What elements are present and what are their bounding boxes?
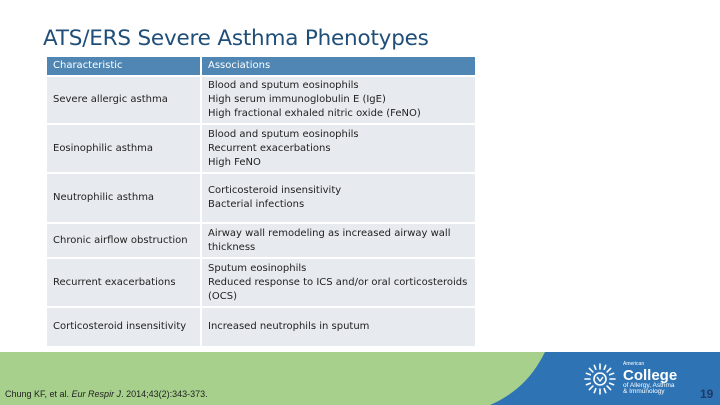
- table-header-row: [47, 57, 475, 75]
- associations-cell: [202, 77, 475, 123]
- associations-cell: [202, 259, 475, 306]
- associations-cell: [202, 174, 475, 222]
- header-associations: Associations: [202, 57, 475, 75]
- phenotypes-table: [47, 57, 475, 348]
- associations-cell: [202, 224, 475, 257]
- citation-details: . 2014;43(2):343-373.: [121, 389, 208, 399]
- logo-line3: & Immunology: [623, 388, 665, 395]
- logo-burst-icon: [583, 362, 617, 396]
- table-row: [47, 259, 475, 306]
- association-line: Airway wall remodeling as increased airway wall thickness: [208, 227, 451, 253]
- association-line: Bacterial infections: [208, 199, 305, 210]
- logo-text: [623, 362, 677, 396]
- citation-authors: Chung KF, et al.: [5, 389, 72, 399]
- characteristic-cell: Severe allergic asthma: [47, 77, 200, 123]
- association-line: High fractional exhaled nitric oxide (FeNO): [208, 108, 421, 119]
- slide-title: ATS/ERS Severe Asthma Phenotypes: [43, 26, 429, 51]
- association-line: Blood and sputum eosinophils: [208, 128, 359, 140]
- characteristic-cell: Recurrent exacerbations: [47, 259, 200, 306]
- associations-cell: [202, 308, 475, 346]
- characteristic-cell: Chronic airflow obstruction: [47, 224, 200, 257]
- association-line: Corticosteroid insensitivity: [208, 185, 342, 196]
- association-line: Blood and sputum eosinophils: [208, 80, 359, 91]
- acaai-logo: [583, 352, 693, 405]
- associations-cell: [202, 125, 475, 172]
- citation-journal: Eur Respir J: [71, 389, 122, 399]
- logo-line2: of Allergy, Asthma: [623, 381, 675, 389]
- page-number: 19: [700, 387, 714, 401]
- association-line: High FeNO: [208, 156, 261, 168]
- characteristic-cell: Eosinophilic asthma: [47, 125, 200, 172]
- table-row: [47, 224, 475, 257]
- association-line: Recurrent exacerbations: [208, 142, 331, 154]
- association-line: Reduced response to ICS and/or oral corticosteroids (OCS): [208, 276, 468, 302]
- association-line: Sputum eosinophils: [208, 262, 307, 274]
- logo-big-text: College: [623, 366, 678, 384]
- association-line: Increased neutrophils in sputum: [208, 321, 370, 332]
- logo-small-text: American: [623, 360, 645, 367]
- characteristic-cell: Corticosteroid insensitivity: [47, 308, 200, 346]
- table-row: [47, 125, 475, 172]
- citation: [5, 389, 208, 399]
- association-line: High serum immunoglobulin E (IgE): [208, 94, 386, 105]
- table-row: [47, 77, 475, 123]
- table-row: [47, 174, 475, 222]
- header-characteristic: Characteristic: [47, 57, 200, 75]
- characteristic-cell: Neutrophilic asthma: [47, 174, 200, 222]
- table-row: [47, 308, 475, 346]
